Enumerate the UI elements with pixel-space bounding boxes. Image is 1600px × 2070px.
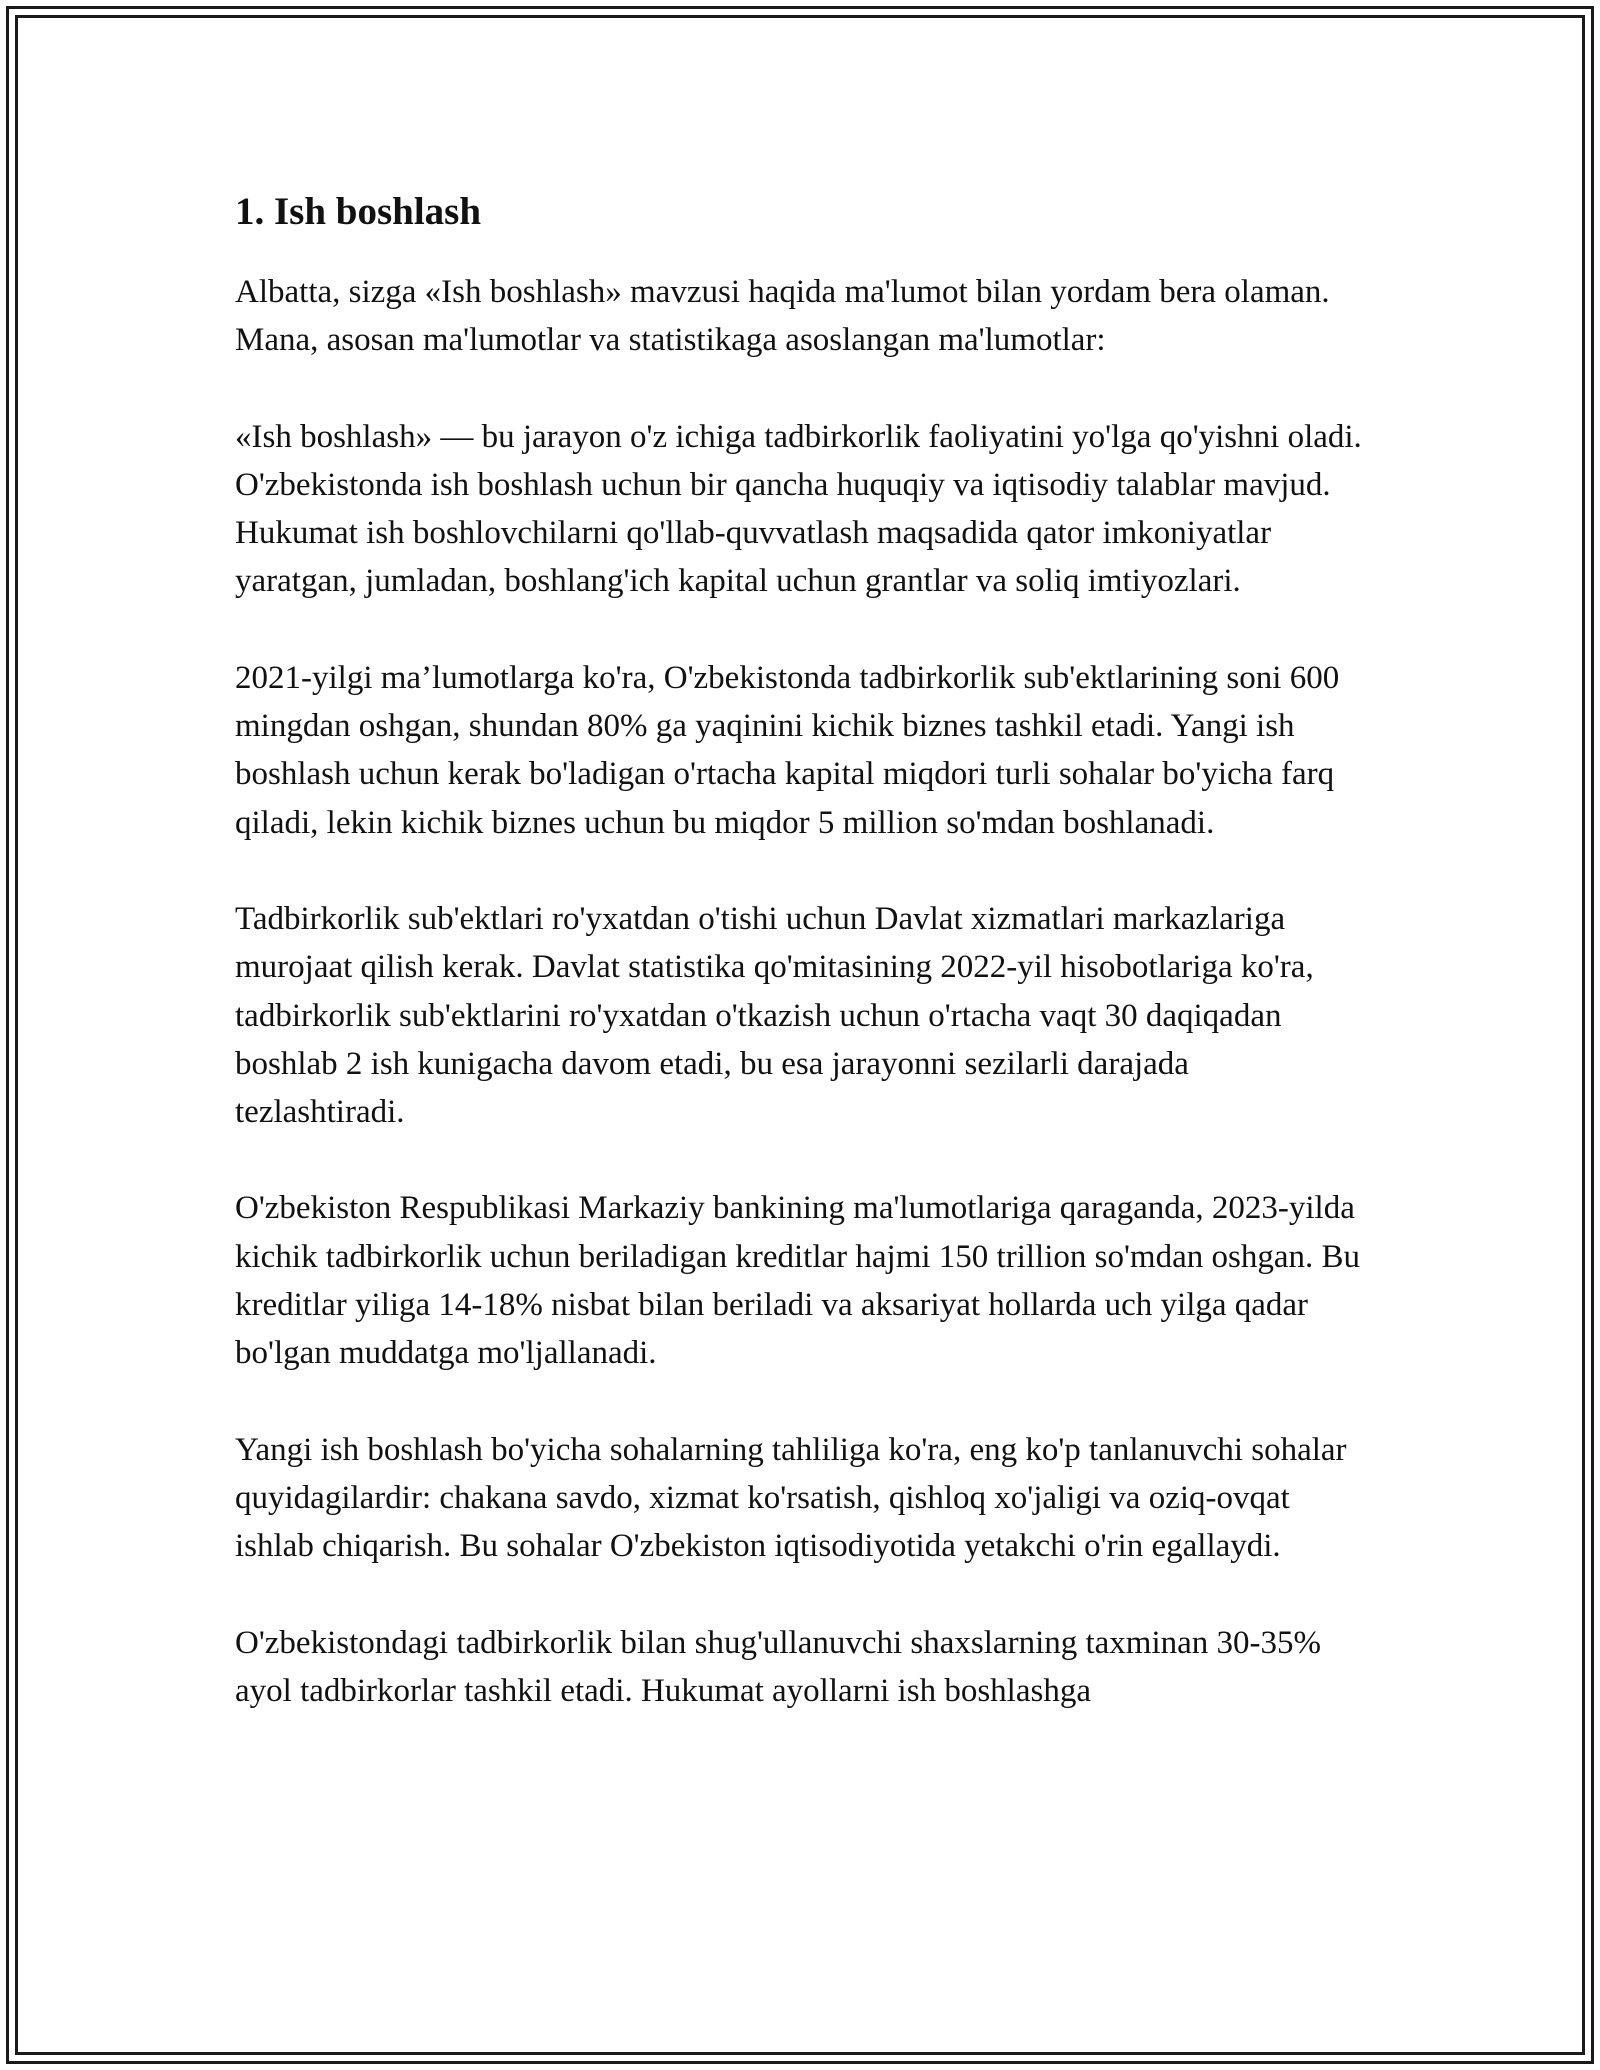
section-heading: 1. Ish boshlash <box>235 190 482 233</box>
paragraph-definition: «Ish boshlash» — bu jarayon o'z ichiga tadbirkorlik faoliyatini yo'lga qo'yishni oladi. O'zbekistonda ish boshlash uchun bir qancha huquqiy va iqtisodiy talablar mavjud. Hukumat ish boshlovchilarni qo'llab-quvvatlash maqsadida qator imkoniyatlar yaratgan, jumladan, boshlang'ich kapital uchun grantlar va soliq imtiyozlari. <box>235 418 1362 600</box>
paragraph-statistics-2021: 2021-yilgi ma’lumotlarga ko'ra, O'zbekistonda tadbirkorlik sub'ektlarining soni 600 mingdan oshgan, shundan 80% ga yaqinini kichik biznes tashkil etadi. Yangi ish boshlash uchun kerak bo'ladigan o'rtacha kapital miqdori turli sohalar bo'yicha farq qiladi, lekin kichik biznes uchun bu miqdor 5 million so'mdan boshlanadi. <box>235 659 1340 841</box>
paragraph-credits: O'zbekiston Respublikasi Markaziy bankining ma'lumotlariga qaraganda, 2023-yilda kichik tadbirkorlik uchun beriladigan kreditlar hajmi 150 trillion so'mdan oshgan. Bu kreditlar yiliga 14-18% nisbat bilan beriladi va aksariyat hollarda uch yilga qadar bo'lgan muddatga mo'ljallanadi. <box>235 1190 1360 1372</box>
paragraph-registration: Tadbirkorlik sub'ektlari ro'yxatdan o'tishi uchun Davlat xizmatlari markazlariga murojaat qilish kerak. Davlat statistika qo'mitasining 2022-yil hisobotlariga ko'ra, tadbirkorlik sub'ektlarini ro'yxatdan o'tkazish uchun o'rtacha vaqt 30 daqiqadan boshlab 2 ish kunigacha davom etadi, bu esa jarayonni sezilarli darajada tezlashtiradi. <box>235 900 1314 1131</box>
paragraph-sectors: Yangi ish boshlash bo'yicha sohalarning tahliliga ko'ra, eng ko'p tanlanuvchi sohalar quyidagilardir: chakana savdo, xizmat ko'rsatish, qishloq xo'jaligi va oziq-ovqat ishlab chiqarish. Bu sohalar O'zbekiston iqtisodiyotida yetakchi o'rin egallaydi. <box>235 1431 1347 1565</box>
document-page <box>235 186 1365 1763</box>
paragraph-women-entrepreneurs: O'zbekistondagi tadbirkorlik bilan shug'ullanuvchi shaxslarning taxminan 30-35% ayol tadbirkorlar tashkil etadi. Hukumat ayollarni ish boshlashga <box>235 1624 1322 1709</box>
paragraph-intro: Albatta, sizga «Ish boshlash» mavzusi haqida ma'lumot bilan yordam bera olaman. Mana, asosan ma'lumotlar va statistikaga asoslangan ma'lumotlar: <box>235 274 1330 359</box>
